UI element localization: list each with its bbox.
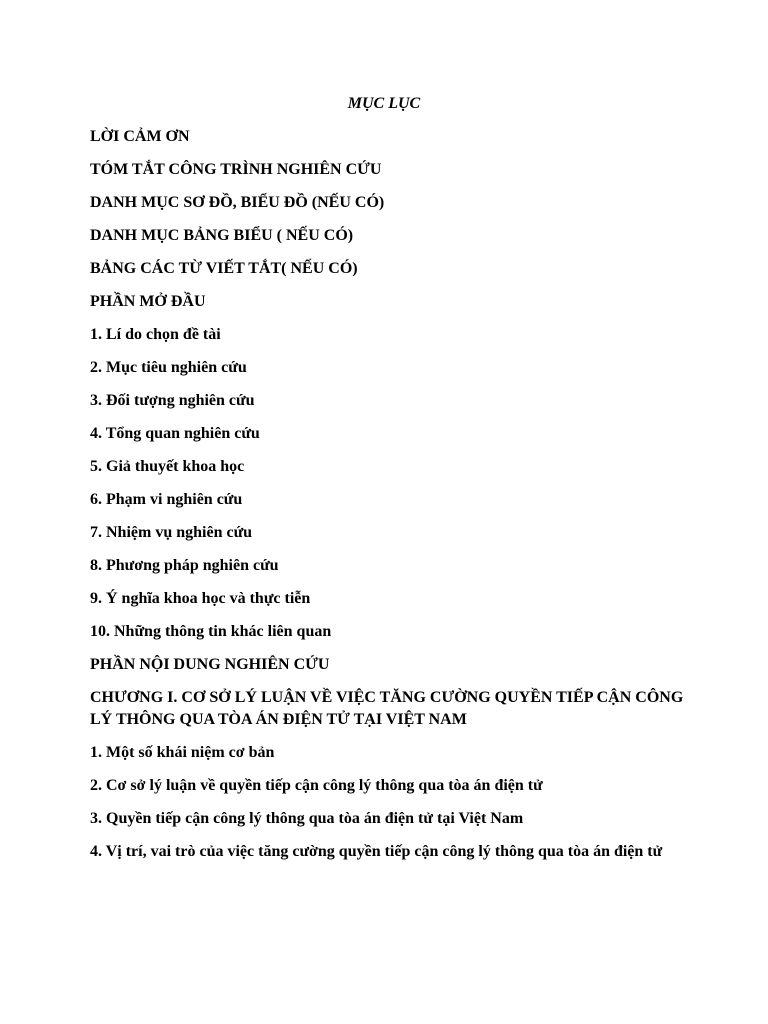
toc-entry: 8. Phương pháp nghiên cứu	[90, 557, 279, 574]
toc-entry: 2. Mục tiêu nghiên cứu	[90, 359, 247, 376]
toc-entry: PHẦN NỘI DUNG NGHIÊN CỨU	[90, 656, 330, 673]
page-title: MỤC LỤC	[347, 95, 421, 112]
toc-entry: 5. Giả thuyết khoa học	[90, 458, 245, 475]
toc-entry: 4. Vị trí, vai trò của việc tăng cường quyền tiếp cận công lý thông qua tòa án điện tử	[90, 843, 663, 860]
toc-entry: 10. Những thông tin khác liên quan	[90, 623, 332, 640]
toc-entry: TÓM TẮT CÔNG TRÌNH NGHIÊN CỨU	[90, 161, 382, 178]
toc-entry: DANH MỤC SƠ ĐỒ, BIỂU ĐỒ (NẾU CÓ)	[90, 194, 385, 211]
toc-entry: PHẦN MỞ ĐẦU	[90, 293, 206, 310]
toc-entry: CHƯƠNG I. CƠ SỞ LÝ LUẬN VỀ VIỆC TĂNG CƯỜNG QUYỀN TIẾP CẬN CÔNG LÝ THÔNG QUA TÒA ÁN ĐIỆN TỬ TẠI VIỆT NAM	[90, 689, 684, 728]
toc-entry: 1. Một số khái niệm cơ bản	[90, 744, 275, 761]
toc-entry: DANH MỤC BẢNG BIỂU ( NẾU CÓ)	[90, 227, 354, 244]
toc-entry: 3. Quyền tiếp cận công lý thông qua tòa án điện tử tại Việt Nam	[90, 810, 524, 827]
toc-entry: 7. Nhiệm vụ nghiên cứu	[90, 524, 253, 541]
toc-entry: BẢNG CÁC TỪ VIẾT TẮT( NẾU CÓ)	[90, 260, 358, 277]
toc-entry: LỜI CẢM ƠN	[90, 128, 190, 145]
toc-entry: 1. Lí do chọn đề tài	[90, 326, 221, 343]
toc-entry: 3. Đối tượng nghiên cứu	[90, 392, 255, 409]
toc-entry: 9. Ý nghĩa khoa học và thực tiễn	[90, 590, 311, 607]
toc-entry: 2. Cơ sở lý luận về quyền tiếp cận công lý thông qua tòa án điện tử	[90, 777, 543, 794]
toc-entry: 6. Phạm vi nghiên cứu	[90, 491, 243, 508]
table-of-contents	[90, 126, 690, 874]
toc-entry: 4. Tổng quan nghiên cứu	[90, 425, 260, 442]
